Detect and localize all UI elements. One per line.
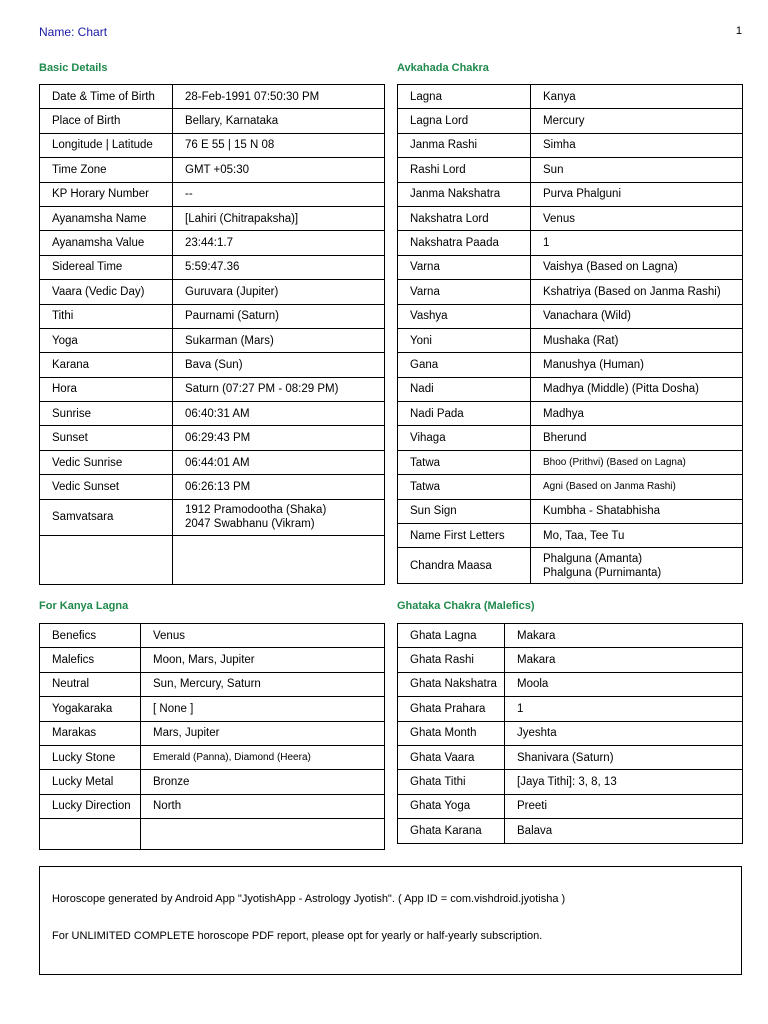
table-row: [398, 109, 743, 133]
table-row: [40, 304, 385, 328]
table-row: [40, 535, 385, 584]
table-row: [398, 158, 743, 182]
table-row: [398, 450, 743, 474]
basic-details-table: [39, 84, 385, 585]
row-value-line: 1912 Pramodootha (Shaka): [185, 504, 327, 517]
row-label: Nakshatra Lord: [398, 206, 531, 230]
row-label: Ghata Month: [398, 721, 505, 745]
row-value: Makara: [505, 624, 743, 648]
row-label: Janma Nakshatra: [398, 182, 531, 206]
avkahada-chakra-title: Avkahada Chakra: [397, 62, 489, 74]
table-row: [398, 328, 743, 352]
row-value-line: Phalguna (Amanta): [543, 552, 643, 565]
table-row: [398, 721, 743, 745]
row-label: Lucky Stone: [40, 745, 141, 769]
table-row: [40, 426, 385, 450]
row-value-line: Phalguna (Purnimanta): [543, 566, 662, 579]
row-label: Lucky Direction: [40, 794, 141, 818]
row-value: North: [141, 794, 385, 818]
row-value: Bherund: [531, 426, 743, 450]
row-label: Ghata Karana: [398, 819, 505, 843]
row-value: Madhya (Middle) (Pitta Dosha): [531, 377, 743, 401]
row-label: Ghata Nakshatra: [398, 672, 505, 696]
row-label: Yoni: [398, 328, 531, 352]
table-row: [40, 499, 385, 535]
row-label: Yoga: [40, 328, 173, 352]
table-row: [40, 794, 385, 818]
row-value: Mo, Taa, Tee Tu: [531, 524, 743, 548]
row-label: Lagna: [398, 85, 531, 109]
row-value: Balava: [505, 819, 743, 843]
row-label: Tatwa: [398, 450, 531, 474]
ghataka-chakra-table: [397, 623, 743, 844]
row-value: Agni (Based on Janma Rashi): [531, 475, 743, 499]
table-row: [40, 672, 385, 696]
row-label: Neutral: [40, 672, 141, 696]
row-label: Varna: [398, 255, 531, 279]
row-value: Bhoo (Prithvi) (Based on Lagna): [531, 450, 743, 474]
table-row: [398, 475, 743, 499]
row-value: [173, 499, 385, 535]
row-label: Sunset: [40, 426, 173, 450]
row-label: Place of Birth: [40, 109, 173, 133]
table-row: [40, 206, 385, 230]
table-row: [40, 745, 385, 769]
table-row: [40, 328, 385, 352]
row-label: Varna: [398, 280, 531, 304]
row-value: Mushaka (Rat): [531, 328, 743, 352]
row-value: 1: [531, 231, 743, 255]
table-row: [40, 231, 385, 255]
row-value: Bellary, Karnataka: [173, 109, 385, 133]
row-value: Sun: [531, 158, 743, 182]
row-label: Longitude | Latitude: [40, 133, 173, 157]
table-row: [398, 255, 743, 279]
row-value: Venus: [141, 624, 385, 648]
row-value: Emerald (Panna), Diamond (Heera): [141, 745, 385, 769]
row-value: Bronze: [141, 770, 385, 794]
row-value: Sukarman (Mars): [173, 328, 385, 352]
table-row: [40, 450, 385, 474]
row-value: 06:26:13 PM: [173, 475, 385, 499]
table-row: [40, 255, 385, 279]
table-row: [40, 624, 385, 648]
row-label: Vedic Sunrise: [40, 450, 173, 474]
row-value: [Jaya Tithi]: 3, 8, 13: [505, 770, 743, 794]
table-row: [398, 548, 743, 584]
ghataka-chakra-title: Ghataka Chakra (Malefics): [397, 600, 535, 612]
row-label: Ayanamsha Value: [40, 231, 173, 255]
row-label: Name First Letters: [398, 524, 531, 548]
row-value: 06:29:43 PM: [173, 426, 385, 450]
row-value: 06:44:01 AM: [173, 450, 385, 474]
row-value: Sun, Mercury, Saturn: [141, 672, 385, 696]
row-label: Vashya: [398, 304, 531, 328]
row-label: [40, 819, 141, 850]
row-value: Venus: [531, 206, 743, 230]
table-row: [398, 624, 743, 648]
row-value: Mars, Jupiter: [141, 721, 385, 745]
table-row: [40, 133, 385, 157]
kanya-lagna-table: [39, 623, 385, 850]
table-row: [398, 499, 743, 523]
table-row: [398, 377, 743, 401]
row-value: Kanya: [531, 85, 743, 109]
row-value: GMT +05:30: [173, 158, 385, 182]
row-label: Sun Sign: [398, 499, 531, 523]
row-value: Kshatriya (Based on Janma Rashi): [531, 280, 743, 304]
row-value: Preeti: [505, 794, 743, 818]
table-row: [40, 721, 385, 745]
row-label: Tithi: [40, 304, 173, 328]
row-value: Jyeshta: [505, 721, 743, 745]
row-label: Date & Time of Birth: [40, 85, 173, 109]
footer-note: [39, 866, 742, 975]
row-label: Ghata Vaara: [398, 745, 505, 769]
table-row: [40, 109, 385, 133]
row-label: Malefics: [40, 648, 141, 672]
table-row: [40, 402, 385, 426]
row-label: Rashi Lord: [398, 158, 531, 182]
row-label: Nadi: [398, 377, 531, 401]
table-row: [398, 745, 743, 769]
row-label: Benefics: [40, 624, 141, 648]
table-row: [40, 648, 385, 672]
row-value: 1: [505, 697, 743, 721]
row-value: [531, 548, 743, 584]
table-row: [40, 770, 385, 794]
row-value: Moon, Mars, Jupiter: [141, 648, 385, 672]
table-row: [398, 353, 743, 377]
row-label: Sunrise: [40, 402, 173, 426]
row-value: Kumbha - Shatabhisha: [531, 499, 743, 523]
row-label: Karana: [40, 353, 173, 377]
row-value: Simha: [531, 133, 743, 157]
row-label: Janma Rashi: [398, 133, 531, 157]
row-value: [ None ]: [141, 697, 385, 721]
row-value: 23:44:1.7: [173, 231, 385, 255]
table-row: [40, 475, 385, 499]
row-label: Ayanamsha Name: [40, 206, 173, 230]
row-value: [141, 819, 385, 850]
row-value: [173, 535, 385, 584]
avkahada-chakra-table: [397, 84, 743, 584]
row-value: Shanivara (Saturn): [505, 745, 743, 769]
table-row: [398, 231, 743, 255]
kanya-lagna-title: For Kanya Lagna: [39, 600, 129, 612]
row-label: Ghata Lagna: [398, 624, 505, 648]
row-label: Ghata Yoga: [398, 794, 505, 818]
row-value: Madhya: [531, 402, 743, 426]
table-row: [40, 377, 385, 401]
row-label: Vihaga: [398, 426, 531, 450]
table-row: [398, 206, 743, 230]
row-value: Makara: [505, 648, 743, 672]
table-row: [398, 426, 743, 450]
row-value: 06:40:31 AM: [173, 402, 385, 426]
row-label: Tatwa: [398, 475, 531, 499]
table-row: [40, 85, 385, 109]
row-label: Nakshatra Paada: [398, 231, 531, 255]
row-label: Gana: [398, 353, 531, 377]
row-label: Vaara (Vedic Day): [40, 280, 173, 304]
page-number: 1: [735, 25, 742, 37]
row-value: 28-Feb-1991 07:50:30 PM: [173, 85, 385, 109]
table-row: [398, 402, 743, 426]
table-row: [40, 280, 385, 304]
table-row: [398, 770, 743, 794]
footer-line-1: Horoscope generated by Android App "JyotishApp - Astrology Jyotish". ( App ID = com.vishdroid.jyotisha ): [52, 893, 566, 905]
row-value: Manushya (Human): [531, 353, 743, 377]
basic-details-title: Basic Details: [39, 62, 108, 74]
row-value: 76 E 55 | 15 N 08: [173, 133, 385, 157]
table-row: [398, 648, 743, 672]
table-row: [40, 353, 385, 377]
row-value: Vanachara (Wild): [531, 304, 743, 328]
row-label: Sidereal Time: [40, 255, 173, 279]
row-label: Nadi Pada: [398, 402, 531, 426]
table-row: [40, 158, 385, 182]
table-row: [398, 819, 743, 843]
document-name: Name: Chart: [39, 25, 108, 39]
row-value: --: [173, 182, 385, 206]
row-label: Hora: [40, 377, 173, 401]
table-row: [398, 280, 743, 304]
row-label: Lucky Metal: [40, 770, 141, 794]
row-value: Bava (Sun): [173, 353, 385, 377]
row-value: Saturn (07:27 PM - 08:29 PM): [173, 377, 385, 401]
table-row: [398, 182, 743, 206]
table-row: [40, 697, 385, 721]
table-row: [398, 794, 743, 818]
row-label: Time Zone: [40, 158, 173, 182]
table-row: [398, 85, 743, 109]
row-value: Vaishya (Based on Lagna): [531, 255, 743, 279]
row-label: KP Horary Number: [40, 182, 173, 206]
row-value: Mercury: [531, 109, 743, 133]
row-label: Ghata Tithi: [398, 770, 505, 794]
row-value: Moola: [505, 672, 743, 696]
row-label: Marakas: [40, 721, 141, 745]
row-value: Guruvara (Jupiter): [173, 280, 385, 304]
row-label: Ghata Rashi: [398, 648, 505, 672]
row-label: [40, 535, 173, 584]
table-row: [40, 819, 385, 850]
table-row: [398, 524, 743, 548]
footer-line-2: For UNLIMITED COMPLETE horoscope PDF report, please opt for yearly or half-yearly subscription.: [52, 930, 543, 942]
row-value-line: 2047 Swabhanu (Vikram): [185, 518, 315, 531]
row-value: Purva Phalguni: [531, 182, 743, 206]
row-value: Paurnami (Saturn): [173, 304, 385, 328]
row-value: [Lahiri (Chitrapaksha)]: [173, 206, 385, 230]
table-row: [398, 697, 743, 721]
row-label: Vedic Sunset: [40, 475, 173, 499]
row-label: Samvatsara: [40, 499, 173, 535]
row-label: Yogakaraka: [40, 697, 141, 721]
row-label: Ghata Prahara: [398, 697, 505, 721]
row-label: Chandra Maasa: [398, 548, 531, 584]
table-row: [40, 182, 385, 206]
row-value: 5:59:47.36: [173, 255, 385, 279]
row-label: Lagna Lord: [398, 109, 531, 133]
table-row: [398, 304, 743, 328]
table-row: [398, 672, 743, 696]
table-row: [398, 133, 743, 157]
